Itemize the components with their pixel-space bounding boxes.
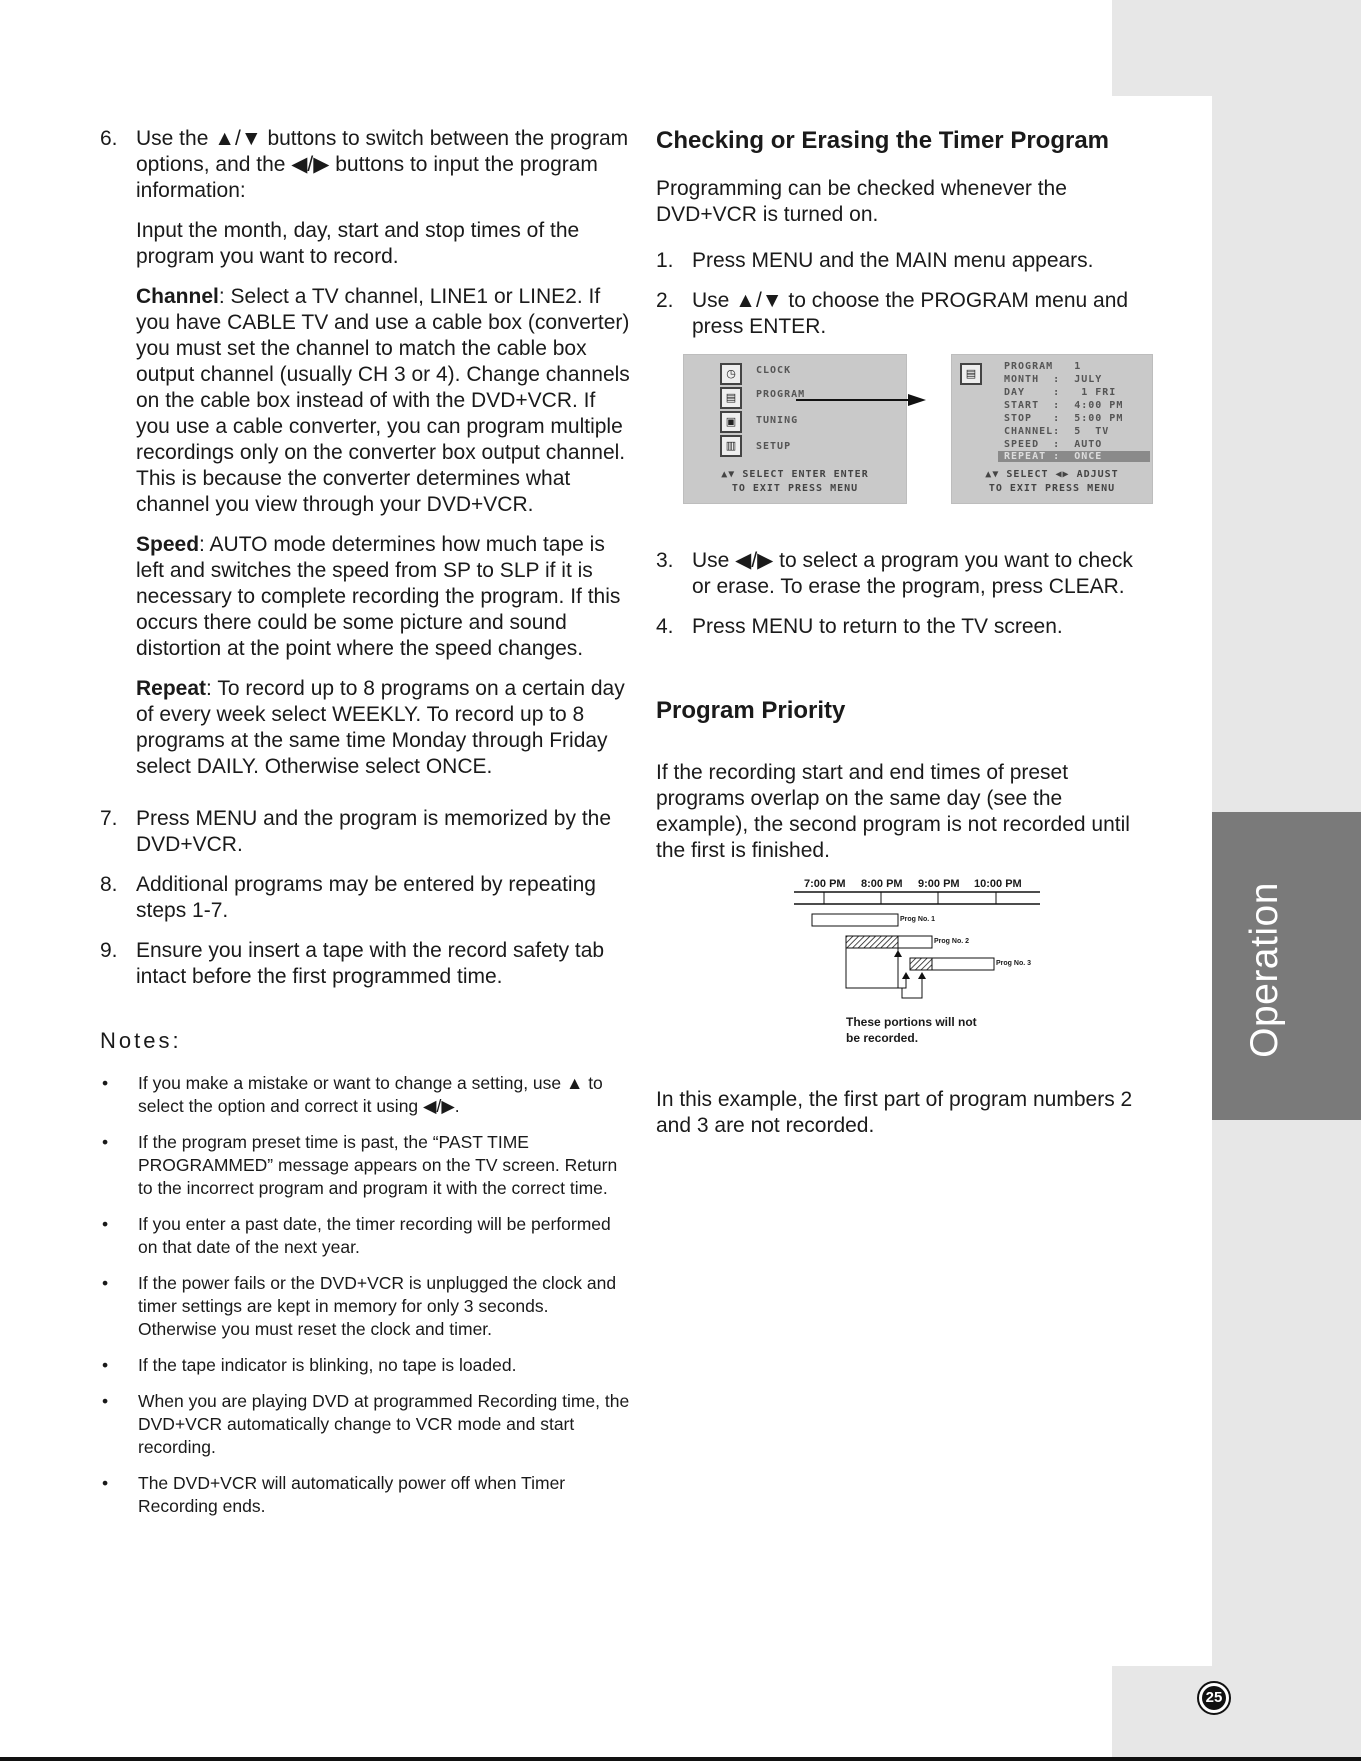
right-step-4: 4. Press MENU to return to the TV screen. bbox=[656, 615, 1063, 638]
osd-footer-2: TO EXIT PRESS MENU bbox=[731, 483, 859, 494]
note-item: • The DVD+VCR will automatically power off when Timer Recording ends. bbox=[102, 1473, 566, 1516]
osd-row-highlight: REPEAT : ONCE bbox=[998, 451, 1150, 462]
time-label: 10:00 PM bbox=[974, 878, 1022, 890]
osd-row: SPEED : AUTO bbox=[1004, 439, 1103, 450]
osd-item-clock: CLOCK bbox=[756, 365, 792, 376]
priority-timeline-diagram bbox=[656, 878, 1156, 1053]
prog-label: Prog No. 3 bbox=[996, 960, 1032, 967]
time-label: 7:00 PM bbox=[804, 878, 846, 890]
speed-info: Speed: AUTO mode determines how much tape is left and switches the speed from SP to SLP if it is necessary to complete recording the program. If this occurs there could be some picture and sound distortion at the point where the speed changes. bbox=[136, 533, 621, 660]
prog-label: Prog No. 1 bbox=[900, 916, 936, 923]
osd-row: DAY : 1 FRI bbox=[1004, 387, 1117, 398]
osd-main-menu bbox=[683, 354, 907, 504]
note-item: • If you make a mistake or want to change a setting, use ▲ to select the option and correct it using ◀/▶. bbox=[102, 1073, 603, 1116]
osd-row: STOP : 5:00 PM bbox=[1004, 413, 1124, 424]
right-step-2: 2. Use ▲/▼ to choose the PROGRAM menu and press ENTER. bbox=[656, 289, 1129, 338]
bottom-rule bbox=[0, 1757, 1361, 1761]
note-item: • If the power fails or the DVD+VCR is unplugged the clock and timer settings are kept in memory for only 3 seconds. Otherwise you must reset the clock and timer. bbox=[102, 1273, 617, 1339]
tuning-icon: ▣ bbox=[720, 411, 742, 433]
time-label: 8:00 PM bbox=[861, 878, 903, 890]
section-heading-timer: Checking or Erasing the Timer Program bbox=[656, 127, 1110, 154]
osd-program-menu bbox=[951, 354, 1153, 504]
notes-title: Notes: bbox=[100, 1028, 182, 1053]
intro-text: Programming can be checked whenever the DVD+VCR is turned on. bbox=[656, 177, 1067, 226]
osd-item-setup: SETUP bbox=[756, 441, 792, 452]
margin-band-bottom bbox=[1112, 1666, 1361, 1761]
step-9: 9. Ensure you insert a tape with the record safety tab intact before the first programmed time. bbox=[100, 939, 605, 988]
time-label: 9:00 PM bbox=[918, 878, 960, 890]
prog-label: Prog No. 2 bbox=[934, 938, 970, 945]
osd-footer-1: ▲▼ SELECT ENTER ENTER bbox=[721, 469, 869, 480]
osd-row: START : 4:00 PM bbox=[1004, 400, 1124, 411]
right-column bbox=[656, 126, 1156, 1153]
page-number: 25 bbox=[1202, 1686, 1226, 1710]
step-7: 7. Press MENU and the program is memorized by the DVD+VCR. bbox=[100, 807, 612, 856]
priority-text: If the recording start and end times of preset programs overlap on the same day (see the example), the second program is not recorded until the first is finished. bbox=[656, 761, 1130, 862]
note-item: • If the program preset time is past, the “PAST TIME PROGRAMMED” message appears on the TV screen. Return to the incorrect program and program it with the correct time. bbox=[102, 1132, 618, 1198]
repeat-info: Repeat: To record up to 8 programs on a certain day of every week select WEEKLY. To record up to 8 programs at the same time Monday through Friday select DAILY. Otherwise select ONCE. bbox=[136, 677, 625, 778]
step-8: 8. Additional programs may be entered by repeating steps 1-7. bbox=[100, 873, 596, 922]
setup-icon: ▥ bbox=[720, 435, 742, 457]
arrow-icon bbox=[796, 392, 926, 408]
note-item: • If you enter a past date, the timer recording will be performed on that date of the next year. bbox=[102, 1214, 611, 1257]
step-6: 6. Use the ▲/▼ buttons to switch between the program options, and the ◀/▶ buttons to input the program information: bbox=[100, 127, 629, 202]
margin-band-top bbox=[1112, 0, 1361, 96]
right-step-1: 1. Press MENU and the MAIN menu appears. bbox=[656, 249, 1094, 272]
osd-screens bbox=[656, 354, 1156, 504]
timeline-note: These portions will not be recorded. bbox=[846, 1015, 977, 1045]
channel-info: Channel: Select a TV channel, LINE1 or LINE2. If you have CABLE TV and use a cable box (converter) you must set the channel to match the cable box output channel (usually CH 3 or 4). Change channels on the cable box instead of with the DVD+VCR. If you use a cable converter, you can program multiple recordings only on the converter box output channel. This is because the converter determines what channel you view through your DVD+VCR. bbox=[136, 285, 630, 516]
input-info: Input the month, day, start and stop times of the program you want to record. bbox=[136, 219, 580, 268]
program-icon: ▤ bbox=[720, 387, 742, 409]
left-column bbox=[100, 126, 630, 1531]
section-heading-priority: Program Priority bbox=[656, 697, 846, 724]
notes-list bbox=[100, 1072, 630, 1518]
program-icon: ▤ bbox=[960, 363, 982, 385]
osd-item-program: PROGRAM bbox=[756, 389, 806, 400]
osd-item-tuning: TUNING bbox=[756, 415, 799, 426]
page-number-badge bbox=[1197, 1681, 1231, 1715]
osd-footer-2: TO EXIT PRESS MENU bbox=[988, 483, 1116, 494]
note-item: • If the tape indicator is blinking, no tape is loaded. bbox=[102, 1355, 517, 1375]
osd-footer-1: ▲▼ SELECT ◀▶ ADJUST bbox=[985, 469, 1119, 480]
osd-row: MONTH : JULY bbox=[1004, 374, 1103, 385]
osd-row: CHANNEL: 5 TV bbox=[1004, 426, 1110, 437]
example-text: In this example, the first part of program numbers 2 and 3 are not recorded. bbox=[656, 1088, 1133, 1137]
right-step-3: 3. Use ◀/▶ to select a program you want to check or erase. To erase the program, press CLEAR. bbox=[656, 549, 1133, 598]
osd-row: PROGRAM 1 bbox=[1004, 361, 1082, 372]
clock-icon: ◷ bbox=[720, 363, 742, 385]
section-tab-label: Operation bbox=[1243, 882, 1286, 1058]
note-item: • When you are playing DVD at programmed Recording time, the DVD+VCR automatically change to VCR mode and start recording. bbox=[102, 1391, 630, 1457]
